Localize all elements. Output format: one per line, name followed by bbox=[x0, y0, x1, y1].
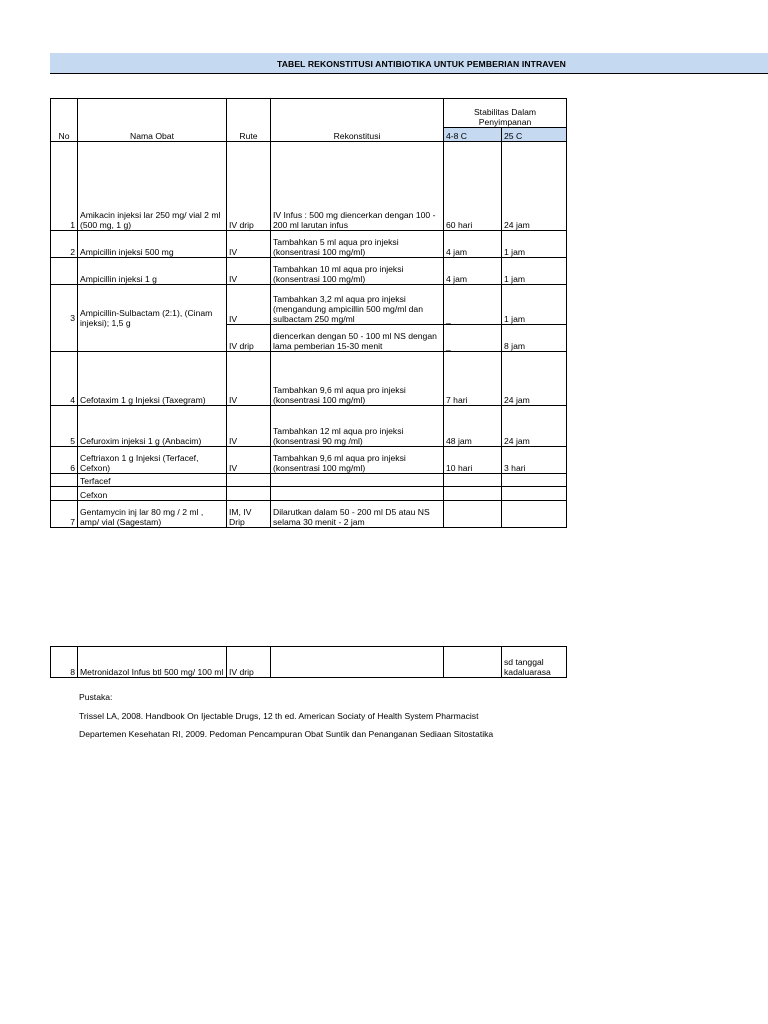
row-room: 8 jam bbox=[502, 325, 567, 352]
header-rute: Rute bbox=[227, 99, 271, 142]
header-stabilitas-line2: Penyimpanan bbox=[478, 117, 532, 127]
table-row bbox=[51, 447, 567, 474]
row-rute: IV bbox=[227, 258, 271, 285]
row-rute bbox=[227, 487, 271, 501]
row-no: 5 bbox=[51, 406, 78, 447]
row-no: 1 bbox=[51, 142, 78, 231]
row-obat: Amikacin injeksi lar 250 mg/ vial 2 ml (500 mg, 1 g) bbox=[78, 142, 227, 231]
row-obat: Cefxon bbox=[78, 487, 227, 501]
row-room: 1 jam bbox=[502, 285, 567, 325]
row-room: sd tanggal kadaluarasa bbox=[502, 647, 567, 678]
table-row bbox=[51, 501, 567, 528]
header-rekonstitusi: Rekonstitusi bbox=[271, 99, 444, 142]
reference-2: Departemen Kesehatan RI, 2009. Pedoman Pencampuran Obat Suntik dan Penanganan Sediaan Sitostatika bbox=[79, 729, 494, 739]
row-obat: Cefotaxim 1 g Injeksi (Taxegram) bbox=[78, 352, 227, 406]
row-obat: Metronidazol Infus btl 500 mg/ 100 ml bbox=[78, 647, 227, 678]
row-no: 8 bbox=[51, 647, 78, 678]
reference-1: Trissel LA, 2008. Handbook On Ijectable Drugs, 12 th ed. American Sociaty of Health System Pharmacist bbox=[79, 711, 479, 721]
table-row bbox=[51, 487, 567, 501]
row-rute: IV bbox=[227, 447, 271, 474]
antibiotic-table-continued bbox=[50, 646, 567, 678]
header-stabilitas-line1: Stabilitas Dalam bbox=[473, 107, 537, 117]
row-cold: 4 jam bbox=[444, 258, 502, 285]
row-rekonstitusi: Tambahkan 3,2 ml aqua pro injeksi (mengandung ampicillin 500 mg/ml dan sulbactam 250 mg/ml bbox=[271, 285, 444, 325]
header-no: No bbox=[51, 99, 78, 142]
table-row bbox=[51, 285, 567, 325]
row-no bbox=[51, 258, 78, 285]
row-rute: IV drip bbox=[227, 325, 271, 352]
row-cold bbox=[444, 487, 502, 501]
row-obat: Gentamycin inj lar 80 mg / 2 ml , amp/ vial (Sagestam) bbox=[78, 501, 227, 528]
row-obat: Terfacef bbox=[78, 474, 227, 487]
row-no: 6 bbox=[51, 447, 78, 474]
table-row bbox=[51, 647, 567, 678]
title-bar bbox=[50, 53, 768, 74]
row-rute: IV drip bbox=[227, 142, 271, 231]
row-rekonstitusi bbox=[271, 487, 444, 501]
row-rute: IM, IV Drip bbox=[227, 501, 271, 528]
row-rekonstitusi: Tambahkan 10 ml aqua pro injeksi (konsentrasi 100 mg/ml) bbox=[271, 258, 444, 285]
row-obat: Cefuroxim injeksi 1 g (Anbacim) bbox=[78, 406, 227, 447]
row-room: 24 jam bbox=[502, 352, 567, 406]
row-rekonstitusi: Tambahkan 9,6 ml aqua pro injeksi (konsentrasi 100 mg/ml) bbox=[271, 447, 444, 474]
row-cold bbox=[444, 647, 502, 678]
row-cold bbox=[444, 501, 502, 528]
header-row-1 bbox=[51, 99, 567, 128]
pustaka-label: Pustaka: bbox=[79, 692, 113, 702]
table-row bbox=[51, 352, 567, 406]
row-obat: Ampicillin-Sulbactam (2:1), (Cinam injeksi); 1,5 g bbox=[78, 285, 227, 352]
row-rute bbox=[227, 474, 271, 487]
row-cold bbox=[444, 474, 502, 487]
row-rekonstitusi bbox=[271, 647, 444, 678]
row-rute: IV bbox=[227, 285, 271, 325]
row-rute: IV bbox=[227, 406, 271, 447]
row-rekonstitusi: Dilarutkan dalam 50 - 200 ml D5 atau NS selama 30 menit - 2 jam bbox=[271, 501, 444, 528]
row-cold: 48 jam bbox=[444, 406, 502, 447]
row-rute: IV bbox=[227, 352, 271, 406]
row-room: 24 jam bbox=[502, 406, 567, 447]
header-stabilitas bbox=[444, 99, 567, 128]
row-cold: 60 hari bbox=[444, 142, 502, 231]
row-rekonstitusi: Tambahkan 12 ml aqua pro injeksi (konsentrasi 90 mg /ml) bbox=[271, 406, 444, 447]
row-room: 1 jam bbox=[502, 231, 567, 258]
row-rekonstitusi: Tambahkan 9,6 ml aqua pro injeksi (konsentrasi 100 mg/ml) bbox=[271, 352, 444, 406]
row-room bbox=[502, 474, 567, 487]
row-rekonstitusi bbox=[271, 474, 444, 487]
row-cold: 4 jam bbox=[444, 231, 502, 258]
row-obat: Ampicillin injeksi 500 mg bbox=[78, 231, 227, 258]
antibiotic-table bbox=[50, 98, 567, 528]
row-rekonstitusi: IV Infus : 500 mg diencerkan dengan 100 - 200 ml larutan infus bbox=[271, 142, 444, 231]
row-rute: IV drip bbox=[227, 647, 271, 678]
row-no: 2 bbox=[51, 231, 78, 258]
row-cold: _ bbox=[444, 325, 502, 352]
row-rute: IV bbox=[227, 231, 271, 258]
row-no: 4 bbox=[51, 352, 78, 406]
row-room bbox=[502, 501, 567, 528]
header-temp-room: 25 C bbox=[502, 128, 567, 142]
header-nama-obat: Nama Obat bbox=[78, 99, 227, 142]
row-room: 1 jam bbox=[502, 258, 567, 285]
table-row bbox=[51, 474, 567, 487]
row-obat: Ampicillin injeksi 1 g bbox=[78, 258, 227, 285]
table-row bbox=[51, 142, 567, 231]
table-row bbox=[51, 258, 567, 285]
row-room: 24 jam bbox=[502, 142, 567, 231]
row-cold: 10 hari bbox=[444, 447, 502, 474]
row-rekonstitusi: Tambahkan 5 ml aqua pro injeksi (konsentrasi 100 mg/ml) bbox=[271, 231, 444, 258]
row-no bbox=[51, 474, 78, 487]
table-row bbox=[51, 406, 567, 447]
row-cold: 7 hari bbox=[444, 352, 502, 406]
header-temp-cold: 4-8 C bbox=[444, 128, 502, 142]
row-no: 3 bbox=[51, 285, 78, 352]
row-room bbox=[502, 487, 567, 501]
row-obat: Ceftriaxon 1 g Injeksi (Terfacef, Cefxon) bbox=[78, 447, 227, 474]
row-no: 7 bbox=[51, 501, 78, 528]
row-rekonstitusi: diencerkan dengan 50 - 100 ml NS dengan lama pemberian 15-30 menit bbox=[271, 325, 444, 352]
row-no bbox=[51, 487, 78, 501]
row-room: 3 hari bbox=[502, 447, 567, 474]
table-row bbox=[51, 231, 567, 258]
table-title: TABEL REKONSTITUSI ANTIBIOTIKA UNTUK PEMBERIAN INTRAVEN bbox=[277, 59, 566, 69]
row-cold: _ bbox=[444, 285, 502, 325]
